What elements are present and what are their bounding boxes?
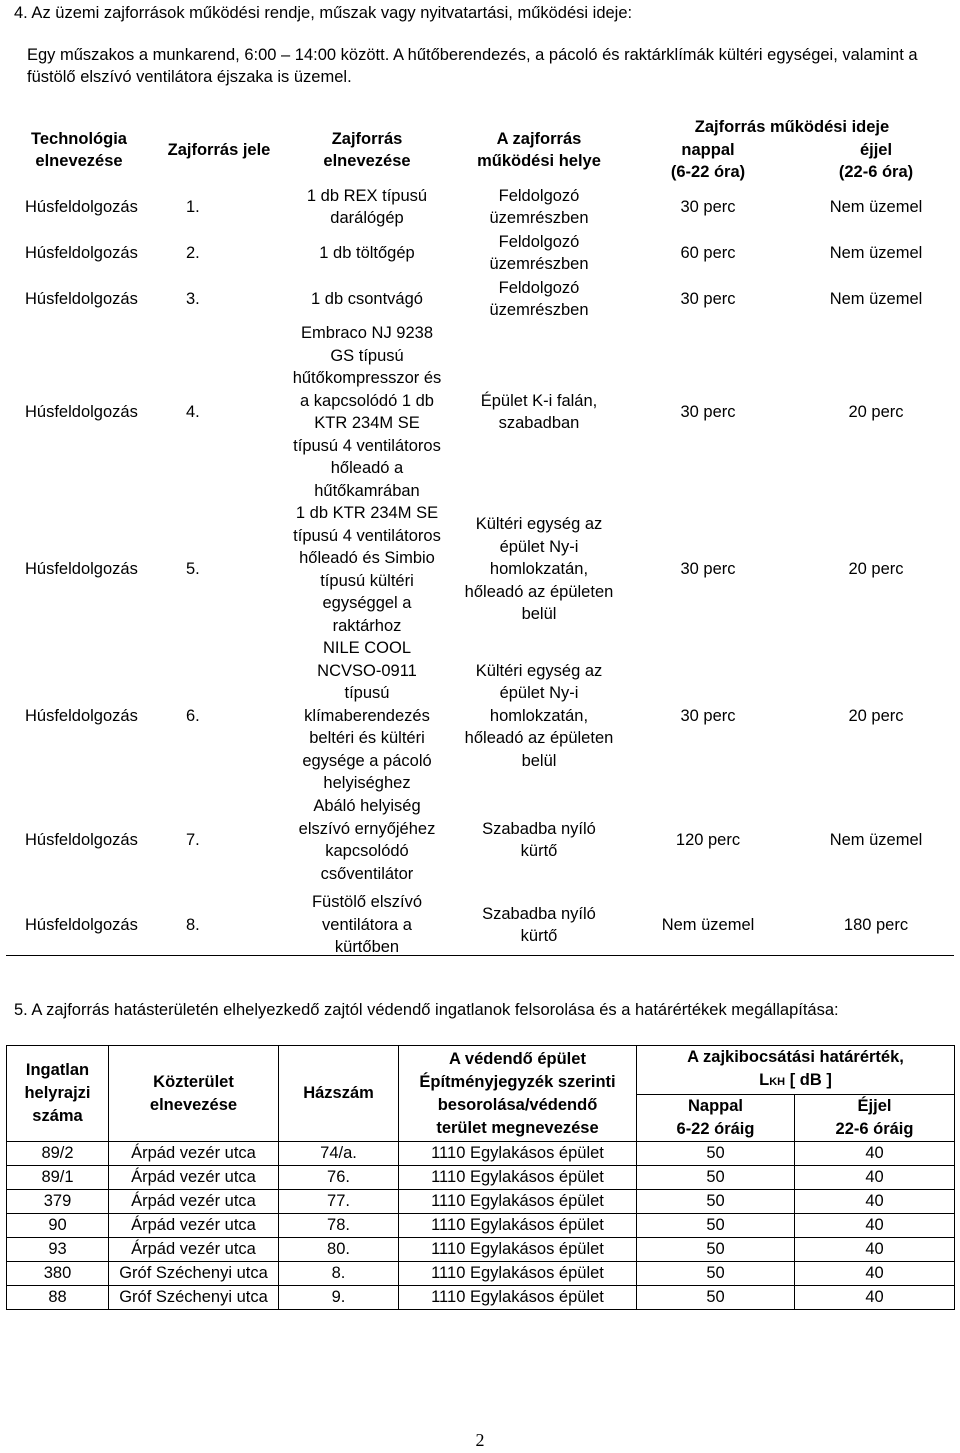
table2-row xyxy=(7,1238,955,1262)
day-limit-cell: 50 xyxy=(637,1166,795,1190)
category-cell: 1110 Egylakásos épület xyxy=(399,1286,637,1310)
day-time-cell: 30 perc xyxy=(680,560,736,579)
category-cell: 1110 Egylakásos épület xyxy=(399,1262,637,1286)
section-4-intro: Egy műszakos a munkarend, 6:00 – 14:00 között. A hűtőberendezés, a pácoló és raktárklímák kültéri egységei, valamint a füstölő elszívó ventilátora éjszaka is üzemel. xyxy=(27,46,918,86)
house-number-cell: 80. xyxy=(279,1238,399,1262)
night-time-cell: Nem üzemel xyxy=(829,243,923,262)
section-4-heading: 4. Az üzemi zajforrások működési rendje, műszak vagy nyitvatartási, működési ideje: xyxy=(14,4,633,22)
source-id-cell: 8. xyxy=(186,915,200,934)
night-limit-cell: 40 xyxy=(795,1262,955,1286)
source-name-cell: Abáló helyiség elszívó ernyőjéhez kapcsolódó csőventilátor xyxy=(298,797,436,883)
plot-cell: 379 xyxy=(7,1190,109,1214)
table2-row xyxy=(7,1142,955,1166)
location-cell: Kültéri egység az épület Ny-i homlokzatán, hőleadó az épületen belül xyxy=(464,515,614,624)
plot-cell: 90 xyxy=(7,1214,109,1238)
location-cell: Szabadba nyíló kürtő xyxy=(482,904,596,945)
header-operating-time: Zajforrás működési ideje nappal (6-22 óra) éjjel (22-6 óra) xyxy=(624,116,960,184)
night-time-cell: Nem üzemel xyxy=(829,830,923,849)
day-limit-cell: 50 xyxy=(637,1262,795,1286)
table1-row xyxy=(0,230,960,276)
street-cell: Gróf Széchenyi utca xyxy=(109,1262,279,1286)
source-id-cell: 4. xyxy=(186,402,200,421)
day-time-cell: 60 perc xyxy=(680,243,736,262)
header-street: Közterület elnevezése xyxy=(109,1046,279,1142)
technology-cell: Húsfeldolgozás xyxy=(25,289,138,308)
source-id-cell: 1. xyxy=(186,197,200,216)
technology-cell: Húsfeldolgozás xyxy=(25,402,138,421)
header-source-id: Zajforrás jele xyxy=(167,140,271,159)
table1-row xyxy=(0,637,960,795)
day-time-cell: 30 perc xyxy=(680,197,736,216)
category-cell: 1110 Egylakásos épület xyxy=(399,1142,637,1166)
table2-header-row xyxy=(7,1046,955,1095)
source-id-cell: 6. xyxy=(186,706,200,725)
header-night: éjjel (22-6 óra) xyxy=(838,140,914,181)
table1-row xyxy=(0,276,960,322)
source-name-cell: 1 db REX típusú darálógép xyxy=(306,186,428,227)
table1-row xyxy=(0,322,960,502)
location-cell: Feldolgozó üzemrészben xyxy=(489,278,589,319)
table1-row xyxy=(0,795,960,885)
plot-cell: 93 xyxy=(7,1238,109,1262)
header-day-limit: Nappal 6-22 óráig xyxy=(637,1095,795,1142)
category-cell: 1110 Egylakásos épület xyxy=(399,1190,637,1214)
night-time-cell: Nem üzemel xyxy=(829,289,923,308)
house-number-cell: 8. xyxy=(279,1262,399,1286)
table2-row xyxy=(7,1286,955,1310)
day-time-cell: 30 perc xyxy=(680,402,736,421)
night-time-cell: Nem üzemel xyxy=(829,197,923,216)
day-limit-cell: 50 xyxy=(637,1142,795,1166)
night-time-cell: 20 perc xyxy=(848,402,904,421)
night-time-cell: 180 perc xyxy=(843,915,909,934)
street-cell: Árpád vezér utca xyxy=(109,1190,279,1214)
house-number-cell: 76. xyxy=(279,1166,399,1190)
day-time-cell: 30 perc xyxy=(680,706,736,725)
street-cell: Árpád vezér utca xyxy=(109,1238,279,1262)
day-time-cell: 120 perc xyxy=(675,830,741,849)
night-limit-cell: 40 xyxy=(795,1142,955,1166)
plot-cell: 88 xyxy=(7,1286,109,1310)
header-category: A védendő épület Építményjegyzék szerinti besorolása/védendő terület megnevezése xyxy=(399,1046,637,1142)
night-limit-cell: 40 xyxy=(795,1166,955,1190)
source-name-cell: Embraco NJ 9238 GS típusú hűtőkompresszor és a kapcsolódó 1 db KTR 234M SE típusú 4 ventilátoros hőleadó a hűtőkamrában xyxy=(292,324,442,500)
plot-cell: 380 xyxy=(7,1262,109,1286)
plot-cell: 89/2 xyxy=(7,1142,109,1166)
technology-cell: Húsfeldolgozás xyxy=(25,706,138,725)
source-id-cell: 7. xyxy=(186,830,200,849)
technology-cell: Húsfeldolgozás xyxy=(25,560,138,579)
protected-properties-table xyxy=(6,1045,955,1310)
table1-header-row xyxy=(0,116,960,184)
header-technology: Technológia elnevezése xyxy=(31,129,127,170)
street-cell: Árpád vezér utca xyxy=(109,1214,279,1238)
section-5-heading: 5. A zajforrás hatásterületén elhelyezkedő zajtól védendő ingatlanok felsorolása és a határértékek megállapítása: xyxy=(14,1001,839,1019)
header-location: A zajforrás működési helye xyxy=(477,129,601,170)
table1-row xyxy=(0,502,960,637)
day-time-cell: 30 perc xyxy=(680,289,736,308)
location-cell: Feldolgozó üzemrészben xyxy=(489,232,589,273)
category-cell: 1110 Egylakásos épület xyxy=(399,1214,637,1238)
header-day: nappal (6-22 óra) xyxy=(670,140,746,181)
plot-cell: 89/1 xyxy=(7,1166,109,1190)
table2-row xyxy=(7,1214,955,1238)
category-cell: 1110 Egylakásos épület xyxy=(399,1238,637,1262)
table1-row xyxy=(0,885,960,965)
source-id-cell: 5. xyxy=(186,560,200,579)
street-cell: Gróf Széchenyi utca xyxy=(109,1286,279,1310)
technology-cell: Húsfeldolgozás xyxy=(25,830,138,849)
operating-times-table xyxy=(0,116,960,965)
location-cell: Feldolgozó üzemrészben xyxy=(489,186,589,227)
night-limit-cell: 40 xyxy=(795,1286,955,1310)
table1-row xyxy=(0,184,960,230)
night-time-cell: 20 perc xyxy=(848,560,904,579)
header-plot: Ingatlan helyrajzi száma xyxy=(7,1046,109,1142)
header-source-name: Zajforrás elnevezése xyxy=(323,129,411,170)
source-id-cell: 3. xyxy=(186,289,200,308)
technology-cell: Húsfeldolgozás xyxy=(25,243,138,262)
table2-row xyxy=(7,1166,955,1190)
source-name-cell: 1 db KTR 234M SE típusú 4 ventilátoros hőleadó és Simbio típusú kültéri egységgel a raktárhoz xyxy=(293,504,441,635)
source-name-cell: 1 db töltőgép xyxy=(319,243,415,262)
house-number-cell: 9. xyxy=(279,1286,399,1310)
source-name-cell: Füstölő elszívó ventilátora a kürtőben xyxy=(311,893,423,957)
source-name-cell: NILE COOL NCVSO-0911 típusú klímaberendezés beltéri és kültéri egysége a pácoló helyiséghez xyxy=(302,639,432,793)
house-number-cell: 74/a. xyxy=(279,1142,399,1166)
day-limit-cell: 50 xyxy=(637,1214,795,1238)
location-cell: Épület K-i falán, szabadban xyxy=(480,391,598,432)
day-time-cell: Nem üzemel xyxy=(661,915,755,934)
house-number-cell: 77. xyxy=(279,1190,399,1214)
night-limit-cell: 40 xyxy=(795,1214,955,1238)
street-cell: Árpád vezér utca xyxy=(109,1166,279,1190)
table2-row xyxy=(7,1190,955,1214)
street-cell: Árpád vezér utca xyxy=(109,1142,279,1166)
page-number: 2 xyxy=(475,1430,485,1450)
night-time-cell: 20 perc xyxy=(848,706,904,725)
source-id-cell: 2. xyxy=(186,243,200,262)
night-limit-cell: 40 xyxy=(795,1190,955,1214)
location-cell: Szabadba nyíló kürtő xyxy=(482,819,596,860)
table2-row xyxy=(7,1262,955,1286)
header-night-limit: Éjjel 22-6 óráig xyxy=(795,1095,955,1142)
location-cell: Kültéri egység az épület Ny-i homlokzatán, hőleadó az épületen belül xyxy=(464,661,614,770)
header-limit: A zajkibocsátási határérték, LKH [ dB ] xyxy=(637,1046,955,1095)
technology-cell: Húsfeldolgozás xyxy=(25,915,138,934)
day-limit-cell: 50 xyxy=(637,1286,795,1310)
house-number-cell: 78. xyxy=(279,1214,399,1238)
night-limit-cell: 40 xyxy=(795,1238,955,1262)
category-cell: 1110 Egylakásos épület xyxy=(399,1166,637,1190)
technology-cell: Húsfeldolgozás xyxy=(25,197,138,216)
day-limit-cell: 50 xyxy=(637,1190,795,1214)
day-limit-cell: 50 xyxy=(637,1238,795,1262)
table1-bottom-rule xyxy=(6,955,954,956)
header-number: Házszám xyxy=(279,1046,399,1142)
source-name-cell: 1 db csontvágó xyxy=(311,289,423,308)
